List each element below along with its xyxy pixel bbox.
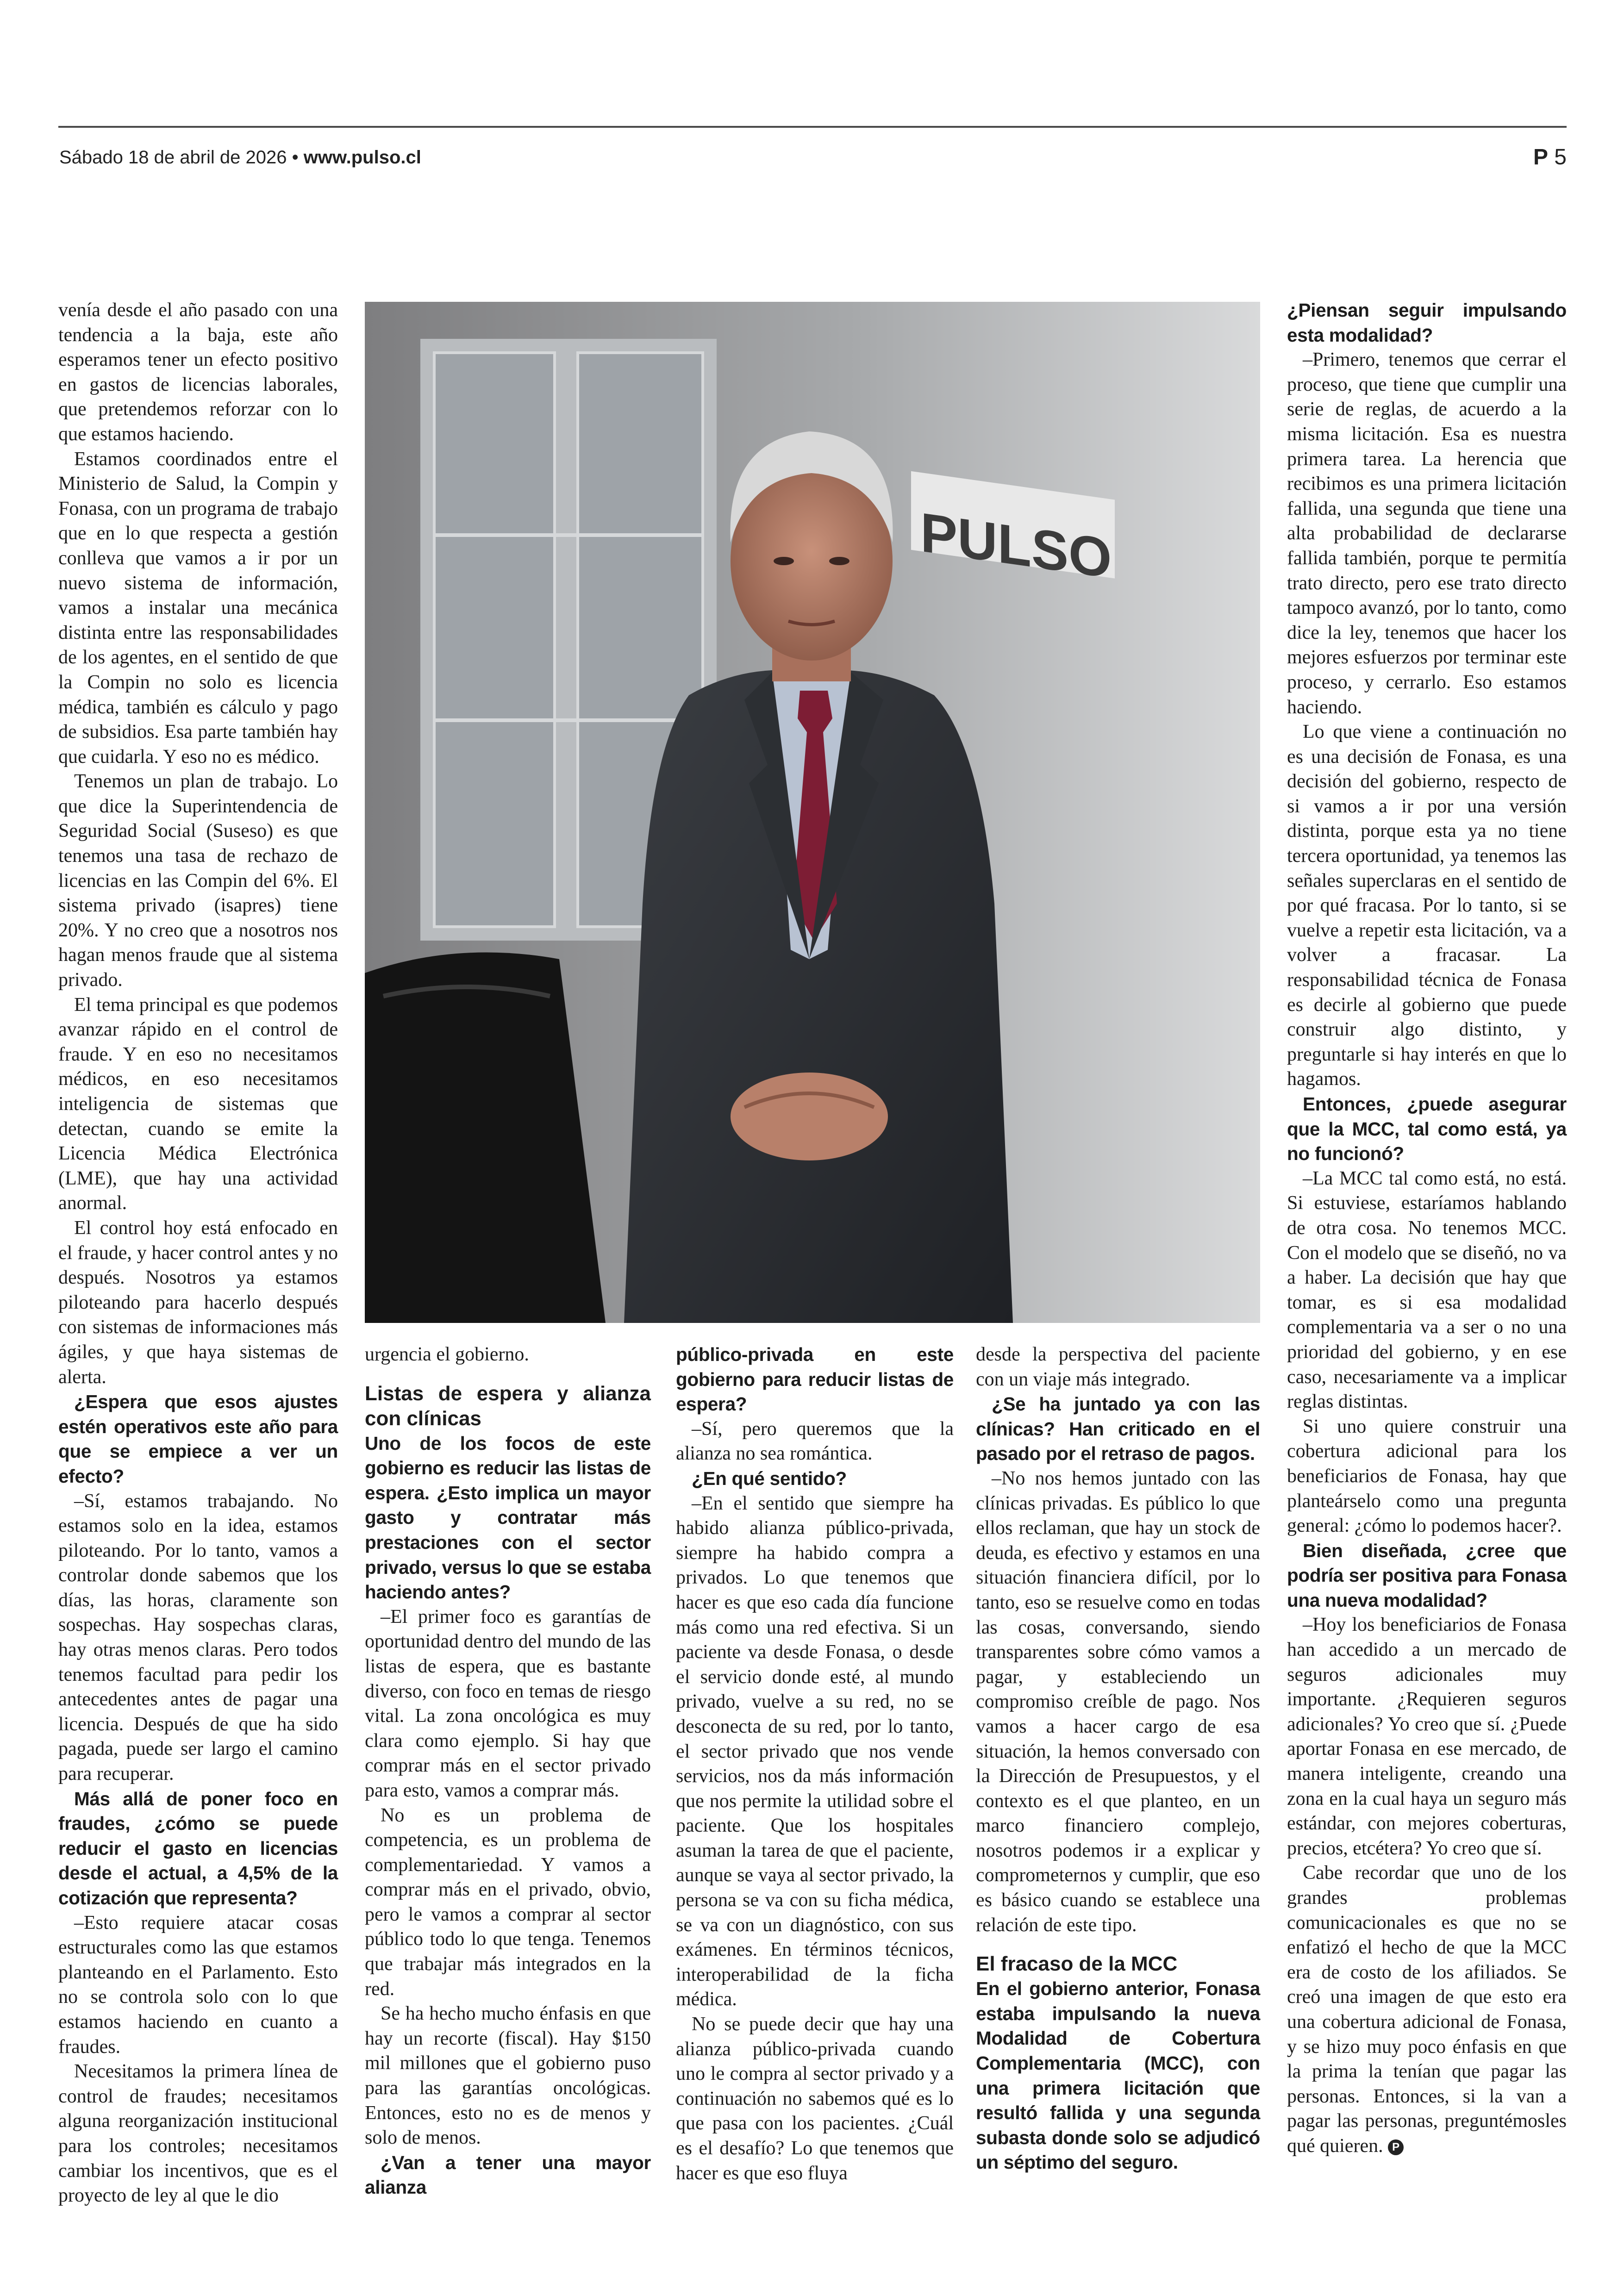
article-paragraph: –Sí, pero queremos que la alianza no sea romántica. xyxy=(676,1418,954,1465)
article-paragraph: Lo que viene a continuación no es una decisión de Fonasa, es una decisión del gobierno, respecto de si vamos a ir por una versión distinta, porque esta ya no tiene tercera oportunidad, ya tenemos las señales superclaras en el sentido de por qué fracasa. Por lo tanto, si se vuelve a repetir esta licitación, va a volver a fracasar. La responsabilidad técnica de Fonasa es decirle al gobierno que puede construir algo distinto, y preguntarle si hay interés en que lo hagamos. xyxy=(1287,721,1567,1090)
article-paragraph: desde la perspectiva del paciente con un viaje más integrado. xyxy=(976,1344,1260,1390)
interview-question: ¿En qué sentido? xyxy=(692,1467,847,1489)
article-paragraph: –Esto requiere atacar cosas estructurales como las que estamos planteando en el Parlamento. Esto no se controla solo con lo que estamos haciendo en cuanto a fraudes. xyxy=(58,1912,338,2058)
article-paragraph: Cabe recordar que uno de los grandes problemas comunicacionales es que no se enfatizó el hecho de que la MCC era de costo de los afiliados. Se creó una imagen de que esto era una cobertura adicional de Fonasa, y se hizo muy poco énfasis en que la prima la tenían que pagar las personas. Entonces, si la van a pagar las personas, preguntémosles qué quieren. P xyxy=(1287,1862,1567,2157)
interview-question: ¿Espera que esos ajustes estén operativos este año para que se empiece a ver un efecto? xyxy=(58,1391,338,1487)
interview-question: En el gobierno anterior, Fonasa estaba impulsando la nueva Modalidad de Cobertura Complementaria (MCC), con una primera licitación que resultó fallida y una segunda subasta donde solo se adjudicó un séptimo del seguro. xyxy=(976,1978,1260,2173)
article-paragraph: –La MCC tal como está, no está. Si estuviese, estaríamos hablando de otra cosa. No tenemos MCC. Con el modelo que se diseñó, no va a haber. La decisión que hay que tomar, es si esa modalidad complementaria va a ser o no una prioridad del gobierno, y en ese caso, necesariamente va a implicar reglas distintas. xyxy=(1287,1167,1567,1413)
interview-question: Más allá de poner foco en fraudes, ¿cómo se puede reducir el gasto en licencias desde el actual, a 4,5% de la cotización que representa? xyxy=(58,1788,338,1908)
article-paragraph: El control hoy está enfocado en el fraude, y hacer control antes y no después. Nosotros ya estamos piloteando para hacerlo después con sistemas de informaciones más ágiles, y que haya sistemas de alerta. xyxy=(58,1217,338,1388)
interview-photo xyxy=(365,302,1260,1323)
article-paragraph: urgencia el gobierno. xyxy=(365,1344,529,1365)
article-paragraph: Tenemos un plan de trabajo. Lo que dice la Superintendencia de Seguridad Social (Suseso) es que tenemos una tasa de rechazo de licencias en las Compin del 6%. El sistema privado (isapres) tiene 20%. Y no creo que a nosotros nos hagan menos fraude que al sistema privado. xyxy=(58,771,338,991)
page-header-date: Sábado 18 de abril de 2026 • www.pulso.cl xyxy=(59,147,421,168)
article-paragraph: Necesitamos la primera línea de control de fraudes; necesitamos alguna reorganización institucional para los controles; necesitamos cambiar los incentivos, que es el proyecto de ley al que le dio xyxy=(58,2061,338,2207)
svg-text:PULSO: PULSO xyxy=(920,501,1112,590)
article-paragraph: El tema principal es que podemos avanzar rápido en el control de fraude. Y en eso no necesitamos médicos, en eso necesitamos inteligencia de sistemas que detectan, cuando se emite la Licencia Médica Electrónica (LME), que hay una actividad anormal. xyxy=(58,994,338,1214)
header-rule xyxy=(58,126,1567,128)
article-column-2 xyxy=(365,1342,651,2200)
interview-question: público-privada en este gobierno para reducir listas de espera? xyxy=(676,1344,954,1415)
interview-question: Entonces, ¿puede asegurar que la MCC, tal como está, ya no funcionó? xyxy=(1287,1093,1567,1165)
section-heading: Listas de espera y alianza con clínicas xyxy=(365,1382,651,1430)
article-column-1 xyxy=(58,298,338,2208)
article-column-3 xyxy=(676,1342,954,2186)
article-paragraph: No es un problema de competencia, es un problema de complementariedad. Y vamos a comprar más en el privado, obvio, pero le vamos a comprar al sector público todo lo que tenga. Tenemos que trabajar más integrados en la red. xyxy=(365,1804,651,2000)
section-heading: El fracaso de la MCC xyxy=(976,1952,1178,1976)
article-column-4 xyxy=(976,1342,1260,2175)
site-link[interactable]: www.pulso.cl xyxy=(303,147,421,168)
article-paragraph: –Sí, estamos trabajando. No estamos solo en la idea, estamos piloteando. Por lo tanto, vamos a controlar donde sabemos que los días, las horas, claramente son sospechas. Hay sospechas claras, hay otras menos claras. Pero todos tenemos facultad para pedir los antecedentes antes de pagar una licencia. Después de que ha sido pagada, puede ser largo el camino para recuperar. xyxy=(58,1490,338,1785)
end-of-article-icon: P xyxy=(1388,2139,1404,2155)
article-paragraph: –El primer foco es garantías de oportunidad dentro del mundo de las listas de espera, que es bastante diverso, con foco en temas de riesgo vital. La zona oncológica es muy clara como ejemplo. Si hay que comprar más en el sector privado para esto, vamos a comprar más. xyxy=(365,1606,651,1801)
article-paragraph: –En el sentido que siempre ha habido alianza público-privada, siempre ha habido compra a privados. Lo que tenemos que hacer es que eso cada día funcione más como una red efectiva. Si un paciente va desde Fonasa, o desde el servicio donde esté, al mundo privado, vuelve a su red, no se desconecta de su red, por lo tanto, el sector privado que nos vende servicios, nos da más información que nos permite la utilidad sobre el paciente. Que los hospitales asuman la tarea de que el paciente, aunque se vaya al sector privado, la persona se va con su ficha médica, se va con un diagnóstico, con sus exámenes. En términos técnicos, interoperabilidad de la ficha médica. xyxy=(676,1492,954,2010)
article-column-5 xyxy=(1287,298,1567,2159)
article-paragraph: Si uno quiere construir una cobertura adicional para los beneficiarios de Fonasa, hay que planteárselo como una pregunta general: ¿cómo lo podemos hacer?. xyxy=(1287,1416,1567,1537)
article-paragraph: –Hoy los beneficiarios de Fonasa han accedido a un mercado de seguros adicionales muy importante. ¿Requieren seguros adicionales? Yo creo que sí. ¿Puede aportar Fonasa en ese mercado, de manera inteligente, creando una zona en la cual haya un seguro más estándar, con mejores coberturas, precios, etcétera? Yo creo que sí. xyxy=(1287,1614,1567,1859)
interview-question: ¿Piensan seguir impulsando esta modalidad? xyxy=(1287,299,1567,346)
article-paragraph: No se puede decir que hay una alianza público-privada cuando uno le compra al sector privado y a continuación no sabemos qué es lo que pasa con los pacientes. ¿Cuál es el desafío? Lo que tenemos que hacer es que eso fluya xyxy=(676,2014,954,2184)
article-paragraph: –Primero, tenemos que cerrar el proceso, que tiene que cumplir una serie de reglas, de acuerdo a la misma licitación. Esa es nuestra primera tarea. La herencia que recibimos es una primera licitación fallida, una segunda que tiene una alta probabilidad de declararse fallida también, porque te permitía trato directo, pero ese trato directo tampoco avanzó, por lo tanto, como dice la ley, tenemos que hacer los mejores esfuerzos por terminar este proceso, y cerrarlo. Eso estamos haciendo. xyxy=(1287,349,1567,718)
article-paragraph: Estamos coordinados entre el Ministerio de Salud, la Compin y Fonasa, con un programa de trabajo que en lo que respecta a gestión conlleva que vamos a ir por un nuevo sistema de información, vamos a instalar una mecánica distinta entre las responsabilidades de los agentes, en el sentido de que la Compin no solo es licencia médica, también es cálculo y pago de subsidios. Esa parte también hay que cuidarla. Y eso no es médico. xyxy=(58,448,338,767)
interview-question: Uno de los focos de este gobierno es reducir las listas de espera. ¿Esto implica un mayor gasto y contratar más prestaciones con el sector privado, versus lo que se estaba haciendo antes? xyxy=(365,1432,651,1603)
page-number: P 5 xyxy=(1533,145,1567,169)
interview-question: ¿Van a tener una mayor alianza xyxy=(365,2152,651,2198)
article-paragraph: venía desde el año pasado con una tendencia a la baja, este año esperamos tener un efecto positivo en gastos de licencias laborales, que pretendemos reforzar con lo que estamos haciendo. xyxy=(58,299,338,445)
interview-question: ¿Se ha juntado ya con las clínicas? Han criticado en el pasado por el retraso de pagos. xyxy=(976,1393,1260,1465)
interview-question: Bien diseñada, ¿cree que podría ser positiva para Fonasa una nueva modalidad? xyxy=(1287,1540,1567,1611)
article-paragraph: –No nos hemos juntado con las clínicas privadas. Es público lo que ellos reclaman, que hay un stock de deuda, es efectivo y estamos en una situación financiera difícil, por lo tanto, eso se resuelve como en todas las cosas, conversando, siendo transparentes sobre cómo vamos a pagar, y estableciendo un compromiso creíble de pago. Nos vamos a hacer cargo de esa situación, la hemos conversado con la Dirección de Presupuestos, y el contexto es el que planteo, en un marco financiero complejo, nosotros podemos ir a explicar y comprometernos y cumplir, que eso es básico cuando se establece una relación de este tipo. xyxy=(976,1467,1260,1936)
article-paragraph: Se ha hecho mucho énfasis en que hay un recorte (fiscal). Hay $150 mil millones que el gobierno puso para las garantías oncológicas. Entonces, esto no es de menos y solo de menos. xyxy=(365,2003,651,2149)
